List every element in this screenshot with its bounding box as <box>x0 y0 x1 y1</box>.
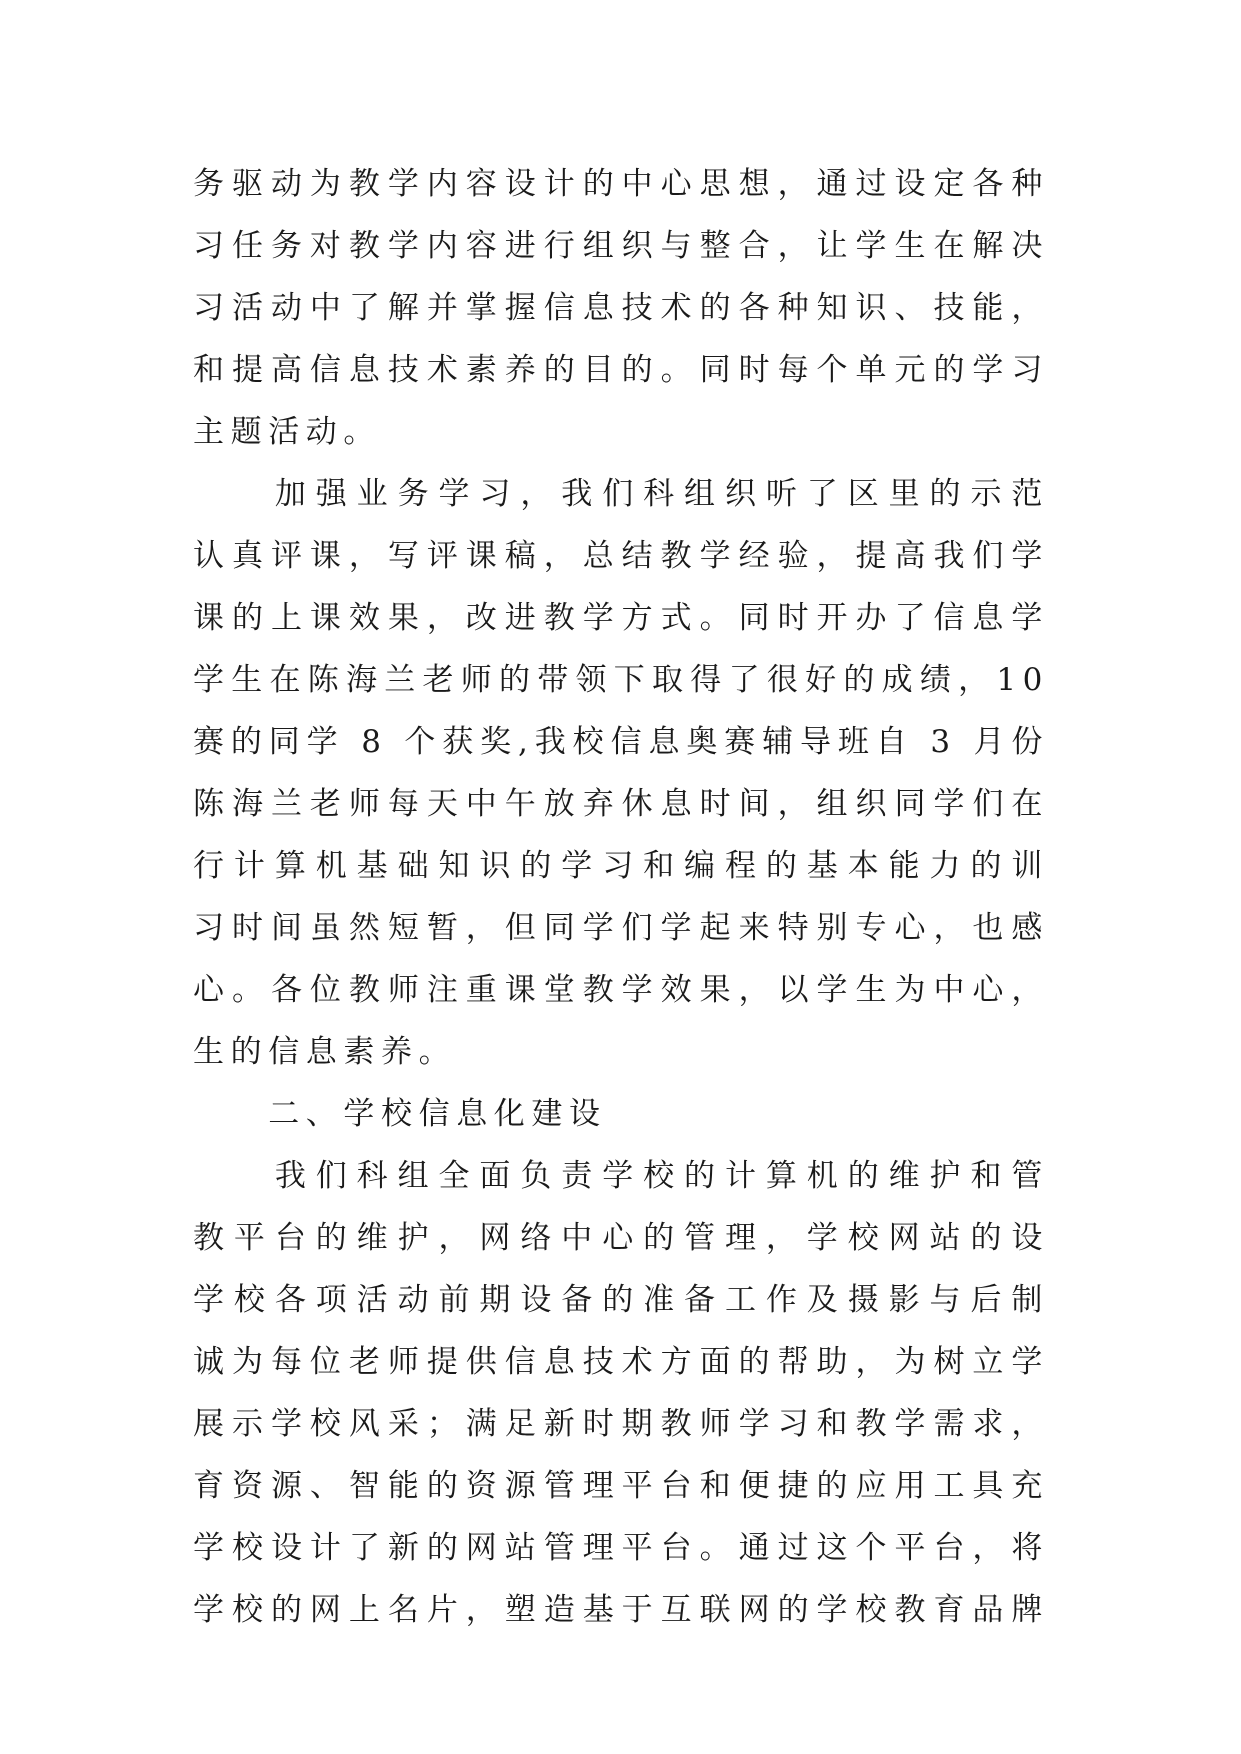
document-body <box>193 153 1049 1641</box>
text-line: 主题活动。 <box>193 414 381 450</box>
text-line: 习活动中了解并掌握信息技术的各种知识、技能， <box>193 290 1049 326</box>
text-line: 我们科组全面负责学校的计算机的维护和管 <box>274 1158 1049 1194</box>
text-line: 行计算机基础知识的学习和编程的基本能力的训 <box>193 848 1049 884</box>
text-line: 认真评课，写评课稿，总结教学经验，提高我们学 <box>193 538 1049 574</box>
text-line: 心。各位教师注重课堂教学效果，以学生为中心， <box>193 972 1049 1008</box>
text-line: 加强业务学习，我们科组织听了区里的示范 <box>274 476 1049 512</box>
text-line: 学校设计了新的网站管理平台。通过这个平台，将 <box>193 1530 1049 1566</box>
text-line: 学校各项活动前期设备的准备工作及摄影与后制 <box>193 1282 1049 1318</box>
text-line: 诚为每位老师提供信息技术方面的帮助，为树立学 <box>193 1344 1049 1380</box>
text-line: 赛的同学 8 个获奖,我校信息奥赛辅导班自 3 月份 <box>193 724 1049 760</box>
text-line: 生的信息素养。 <box>193 1034 457 1070</box>
text-line: 学校的网上名片，塑造基于互联网的学校教育品牌 <box>193 1592 1049 1628</box>
text-line: 陈海兰老师每天中午放弃休息时间，组织同学们在 <box>193 786 1049 822</box>
text-line: 课的上课效果，改进教学方式。同时开办了信息学 <box>193 600 1049 636</box>
text-line: 习时间虽然短暂，但同学们学起来特别专心，也感 <box>193 910 1049 946</box>
text-line: 育资源、智能的资源管理平台和便捷的应用工具充 <box>193 1468 1049 1504</box>
text-line: 务驱动为教学内容设计的中心思想，通过设定各种 <box>193 166 1049 202</box>
section-heading: 二、学校信息化建设 <box>193 1096 607 1132</box>
text-line: 学生在陈海兰老师的带领下取得了很好的成绩，10 <box>193 662 1049 698</box>
text-line: 和提高信息技术素养的目的。同时每个单元的学习 <box>193 352 1049 388</box>
text-line: 教平台的维护，网络中心的管理，学校网站的设 <box>193 1220 1049 1256</box>
text-line: 习任务对教学内容进行组织与整合，让学生在解决 <box>193 228 1049 264</box>
text-line: 展示学校风采；满足新时期教师学习和教学需求， <box>193 1406 1049 1442</box>
